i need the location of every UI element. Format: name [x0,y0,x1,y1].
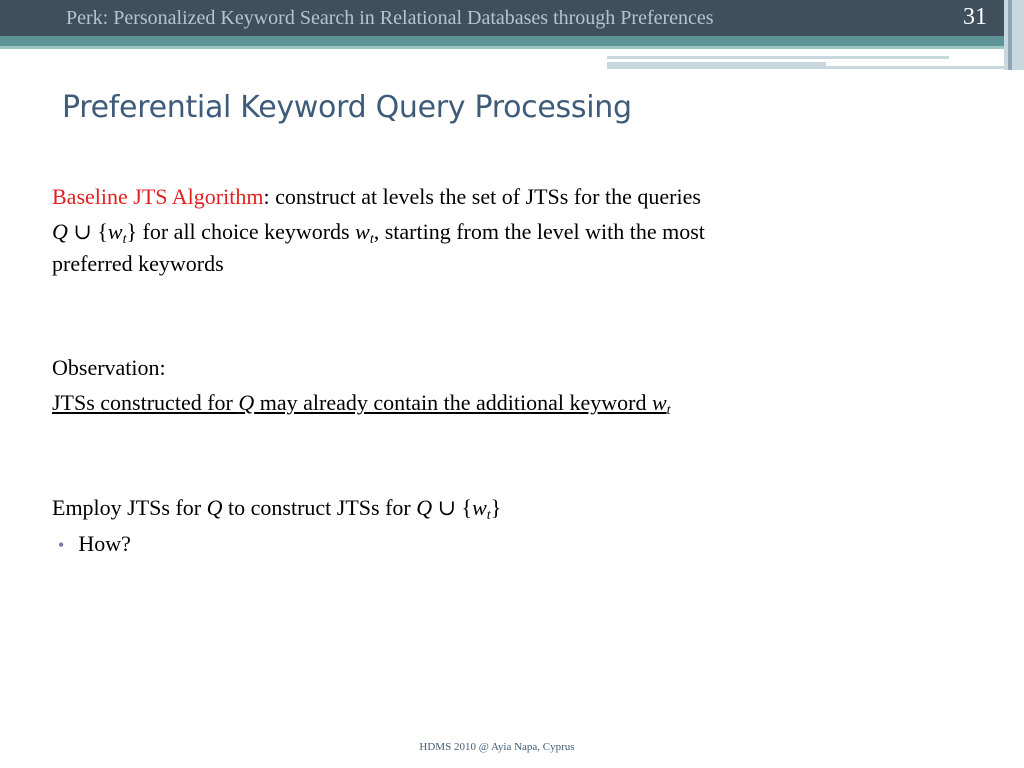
observation-text-part: JTSs constructed for [52,390,239,415]
decorative-line [607,56,949,59]
paragraph-text: : construct at levels the set of JTSs for the queries [263,184,701,209]
decorative-line [607,62,826,69]
employ-text: to construct JTSs for [222,495,417,520]
math-brace: } [126,219,138,244]
math-symbol-q: Q [206,495,223,520]
math-union: ∪ { [432,495,473,520]
employ-text: Employ JTSs for [52,495,207,520]
observation-text [52,386,671,420]
baseline-paragraph-line-1 [52,180,701,214]
footer-text: HDMS 2010 @ Ayia Napa, Cyprus [419,741,575,753]
paragraph-text: , starting from the level with the most [373,219,705,244]
decorative-line [826,66,1004,69]
math-symbol-w: w [651,390,667,415]
employ-line [52,491,501,525]
math-subscript-t: t [666,403,671,418]
baseline-paragraph-line-2 [52,215,705,249]
observation-label: Observation: [52,355,166,380]
math-symbol-q: Q [416,495,433,520]
math-symbol-q: Q [52,219,68,244]
algorithm-name: Baseline JTS Algorithm [52,184,264,209]
header-accent-bar [0,36,1004,46]
math-brace: } [490,495,502,520]
math-symbol-w: w [355,219,370,244]
baseline-paragraph-line-3: preferred keywords [52,251,224,276]
slide-title: Preferential Keyword Query Processing [62,90,632,125]
presentation-title: Perk: Personalized Keyword Search in Relational Databases through Preferences [66,7,714,29]
slide-number: 31 [963,4,987,30]
math-symbol-w: w [472,495,487,520]
math-subscript-t: t [486,508,491,523]
observation-text-part: may already contain the additional keyword [254,390,652,415]
bullet-item [58,527,131,562]
math-union: ∪ { [67,219,108,244]
decorative-stripe [1012,0,1024,70]
bullet-icon: • [58,535,65,555]
math-subscript-t: t [369,232,374,247]
bullet-text: How? [78,531,131,556]
paragraph-text: for all choice keywords [137,219,356,244]
header-accent-line [0,46,1004,49]
math-symbol-w: w [107,219,123,244]
math-symbol-q: Q [238,390,255,415]
math-subscript-t: t [122,232,127,247]
